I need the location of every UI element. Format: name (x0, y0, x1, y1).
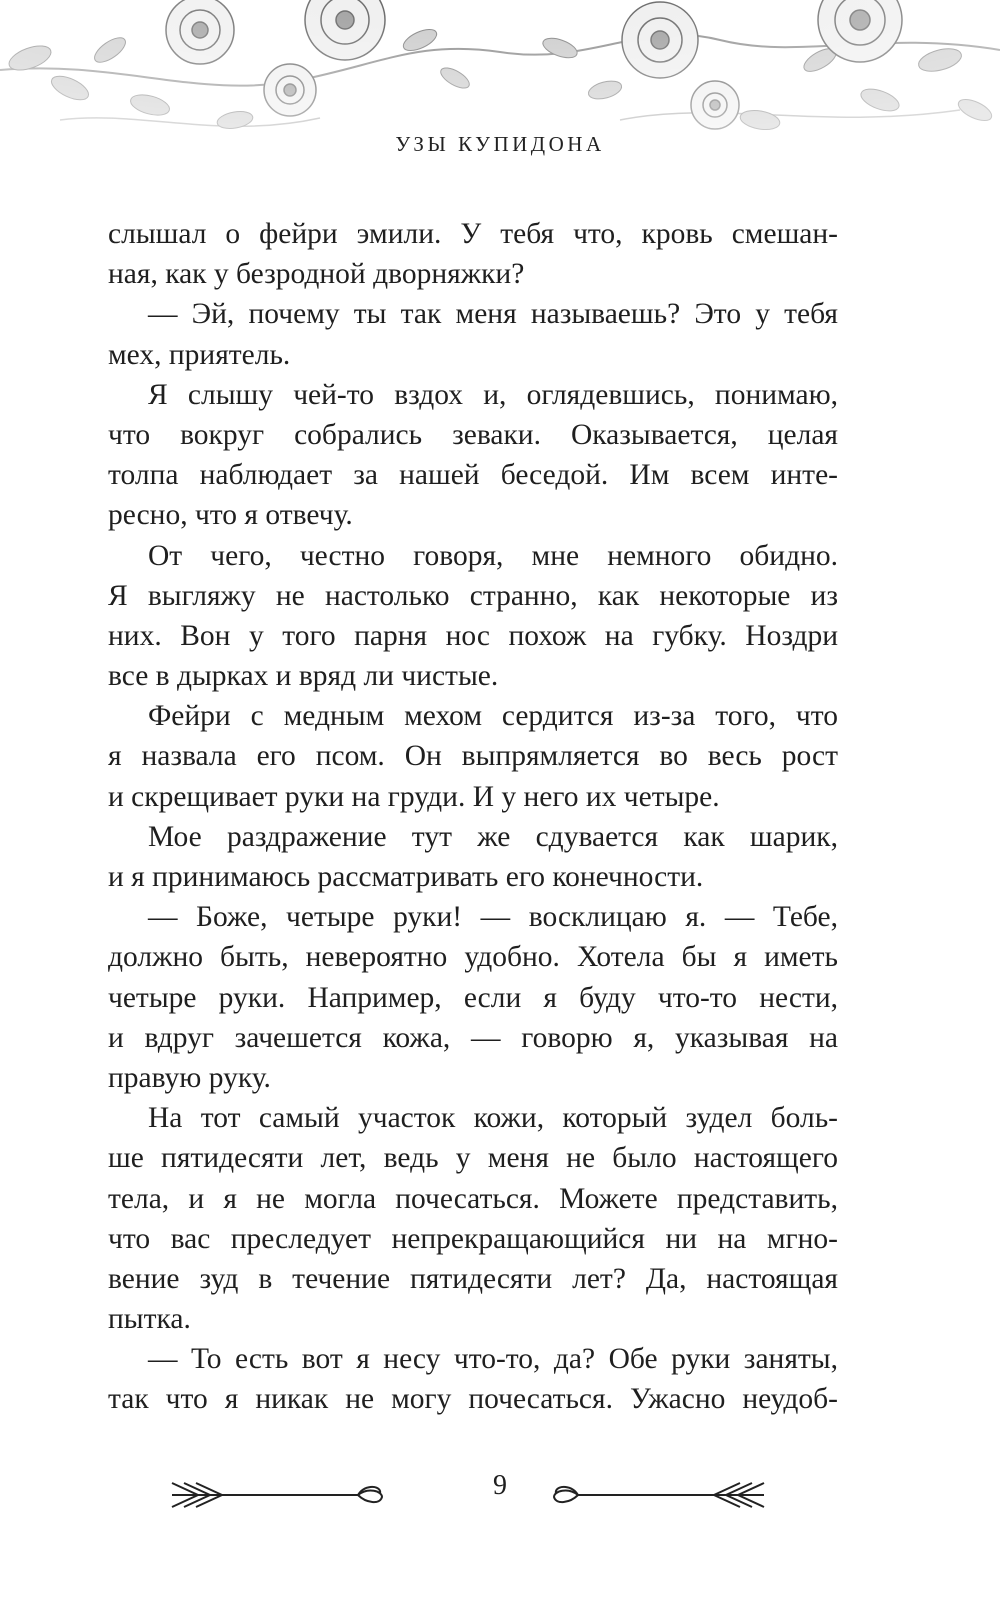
text-line: так что я никак не могу почесаться. Ужасно неудоб- (108, 1383, 838, 1416)
text-line: пытка. (108, 1303, 191, 1336)
text-line: правую руку. (108, 1061, 271, 1094)
text-line: слышал о фейри эмили. У тебя что, кровь смешан- (108, 218, 838, 250)
text-line: все в дырках и вряд ли чистые. (108, 660, 499, 693)
page-number: 9 (493, 1470, 507, 1501)
text-line: На тот самый участок кожи, который зудел боль- (148, 1102, 838, 1135)
text-line: вение зуд в течение пятидесяти лет? Да, настоящая (108, 1262, 838, 1295)
text-line: я назвала его псом. Он выпрямляется во весь рост (108, 740, 838, 773)
text-line: — Боже, четыре руки! — восклицаю я. — Тебе, (148, 901, 838, 934)
text-line: От чего, честно говоря, мне немного обидно. (148, 539, 838, 572)
text-line: тела, и я не могла почесаться. Можете представить, (108, 1182, 838, 1215)
text-line: толпа наблюдает за нашей беседой. Им всем инте- (108, 459, 838, 492)
text-line: Я слышу чей-то вздох и, оглядевшись, понимаю, (148, 378, 838, 411)
text-line: ше пятидесяти лет, ведь у меня не было настоящего (108, 1142, 838, 1175)
text-line: ресно, что я отвечу. (108, 499, 353, 532)
text-line: четыре руки. Например, если я буду что-то нести, (108, 981, 838, 1014)
text-line: — Эй, почему ты так меня называешь? Это у тебя (148, 298, 838, 331)
text-line: что вокруг собрались зеваки. Оказывается, целая (108, 418, 838, 451)
running-head: УЗЫ КУПИДОНА (395, 132, 605, 156)
text-line: и вдруг зачешется кожа, — говорю я, указывая на (108, 1021, 838, 1054)
text-line: Мое раздражение тут же сдувается как шарик, (148, 820, 838, 853)
text-line: и я принимаюсь рассматривать его конечности. (108, 861, 704, 893)
text-line: Фейри с медным мехом сердится из-за того, что (148, 700, 838, 733)
text-line: ная, как у безродной дворняжки? (108, 258, 525, 291)
text-line: них. Вон у того парня нос похож на губку. Ноздри (108, 619, 838, 652)
text-line: — То есть вот я несу что-то, да? Обе руки заняты, (148, 1343, 838, 1376)
text-line: мех, приятель. (108, 338, 291, 371)
text-line: и скрещивает руки на груди. И у него их четыре. (108, 780, 720, 813)
text-line: что вас преследует непрекращающийся ни на мгно- (108, 1222, 838, 1255)
body-text (108, 214, 838, 1420)
cupid-arrow-right-icon (548, 1477, 768, 1513)
text-line: должно быть, невероятно удобно. Хотела бы я иметь (108, 941, 838, 974)
text-line: Я выгляжу не настолько странно, как некоторые из (108, 579, 838, 612)
